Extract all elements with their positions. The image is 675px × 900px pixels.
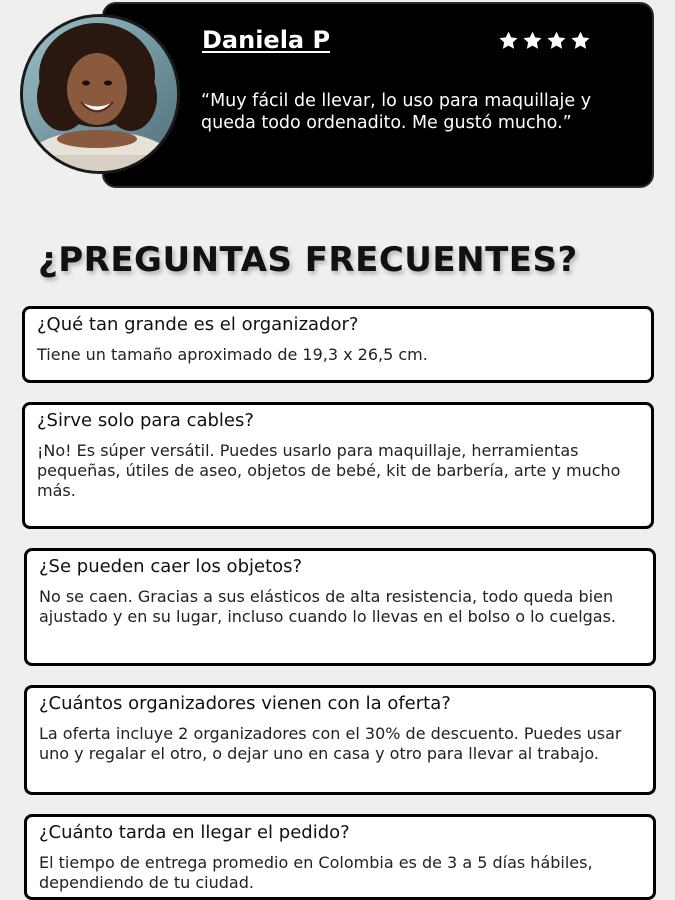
reviewer-name: Daniela P bbox=[202, 26, 331, 54]
faq-question: ¿Qué tan grande es el organizador? bbox=[37, 314, 359, 335]
star-icon bbox=[522, 30, 543, 51]
faq-answer: Tiene un tamaño aproximado de 19,3 x 26,5 cm. bbox=[37, 345, 428, 364]
avatar bbox=[20, 14, 180, 174]
faq-question: ¿Se pueden caer los objetos? bbox=[39, 556, 303, 577]
star-icon bbox=[570, 30, 591, 51]
faq-question: ¿Cuánto tarda en llegar el pedido? bbox=[39, 822, 350, 843]
faq-item[interactable] bbox=[22, 306, 654, 383]
faq-question: ¿Cuántos organizadores vienen con la oferta? bbox=[39, 693, 451, 714]
faq-question: ¿Sirve solo para cables? bbox=[37, 410, 254, 431]
faq-item[interactable] bbox=[22, 402, 654, 529]
faq-answer: El tiempo de entrega promedio en Colombia es de 3 a 5 días hábiles, dependiendo de tu ciudad. bbox=[39, 853, 593, 892]
star-icon bbox=[546, 30, 567, 51]
faq-title: ¿PREGUNTAS FRECUENTES? bbox=[38, 240, 578, 280]
reviewer-photo bbox=[23, 17, 177, 171]
faq-answer: La oferta incluye 2 organizadores con el 30% de descuento. Puedes usar uno y regalar el otro, o dejar uno en casa y otro para llevar al trabajo. bbox=[39, 724, 622, 763]
faq-item[interactable] bbox=[24, 548, 656, 666]
review-card bbox=[102, 2, 654, 188]
review-quote: “Muy fácil de llevar, lo uso para maquillaje y queda todo ordenadito. Me gustó mucho.” bbox=[201, 91, 592, 133]
faq-answer: No se caen. Gracias a sus elásticos de alta resistencia, todo queda bien ajustado y en su lugar, incluso cuando lo llevas en el bolso o lo cuelgas. bbox=[39, 587, 617, 626]
star-icon bbox=[498, 30, 519, 51]
faq-item[interactable] bbox=[24, 814, 656, 900]
faq-answer: ¡No! Es súper versátil. Puedes usarlo para maquillaje, herramientas pequeñas, útiles de aseo, objetos de bebé, kit de barbería, arte y mucho más. bbox=[37, 441, 621, 500]
star-rating bbox=[498, 30, 591, 51]
faq-item[interactable] bbox=[24, 685, 656, 795]
